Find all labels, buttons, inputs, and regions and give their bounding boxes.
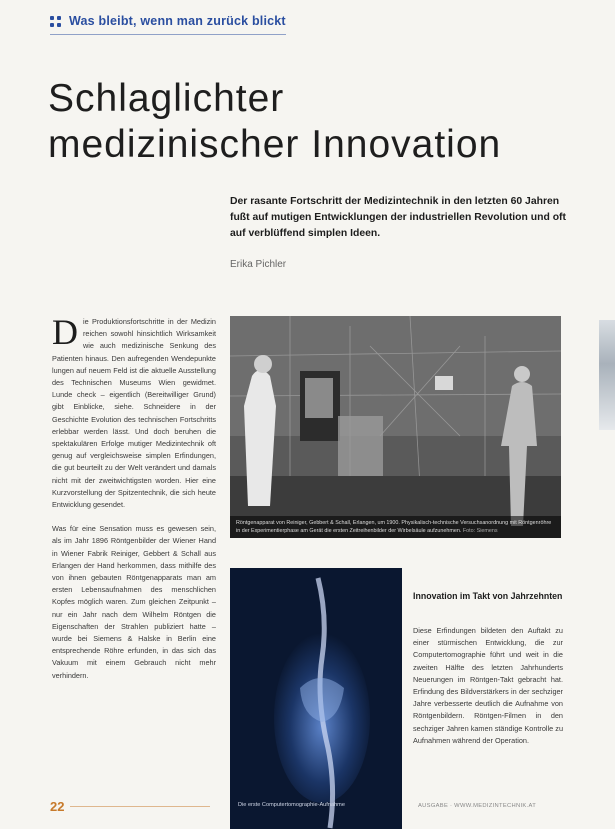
photo-credit: Foto: Siemens — [462, 528, 498, 534]
grid-dots-icon — [50, 16, 61, 27]
footer-publication: AUSGABE · WWW.MEDIZINTECHNIK.AT — [418, 803, 537, 809]
body-paragraph: Was für eine Sensation muss es gewesen sein, als im Jahr 1896 Röntgenbilder der Wiener Hand in Wiener Fabrik Reiniger, Gebbert & Schall aus Erlangen der Hand herkommen, dass mithilfe des von ihnen gebauten Röntgenapparats man am ersten Lebensaufnahmen des menschlichen Kopfes möglich waren. Zum gleichen Zeitpunkt – nur ein Jahr nach dem Wilhelm Röntgen die Eigenschaften der Strahlen publiziert hatte – wurde bei Siemens & Halske in Berlin eine entsprechende Röhre erfunden, in das sich das Vakuum mit einem Gebrauch nicht mehr verhindern. — [52, 524, 216, 680]
author-byline: Erika Pichler — [230, 259, 287, 270]
lab-scene-image — [230, 316, 561, 538]
footer-rule — [70, 806, 210, 807]
article-title — [48, 76, 568, 168]
drop-cap: D — [52, 312, 78, 352]
ct-caption: Die erste Computertomographie-Aufnahme — [238, 802, 345, 808]
lead-paragraph: Der rasante Fortschritt der Medizintechnik in den letzten 60 Jahren fußt auf mutigen Entwicklungen der industriellen Revolution und oft auf verblüffend simplen Ideen. — [230, 196, 566, 239]
historic-xray-lab-photo — [230, 316, 561, 538]
section-header — [50, 14, 286, 28]
body-paragraph — [52, 312, 216, 511]
title-line-2: medizinischer Innovation — [48, 123, 502, 166]
title-line-1: Schlaglichter — [48, 77, 285, 120]
ct-scan-image — [230, 568, 402, 829]
page-number: 22 — [50, 799, 65, 814]
adjacent-page-strip — [599, 320, 615, 430]
ct-spine-graphic — [230, 568, 402, 829]
body-column-1 — [52, 312, 216, 694]
section-label: Was bleibt, wenn man zurück blickt — [69, 14, 286, 28]
body-text: ie Produktionsfortschritte in der Medizin reichen sowohl hinsichtlich Wirksamkeit wie auch medizinische Senkung des Patienten hinaus. Den aufregenden Wendepunkte lungen auf neuem Feld ist die aktuelle Ausstellung des Technischen Museums Wien gewidmet. Lunde check – eigentlich (Bereitwilliger Grund) gibt Einblicke, siehe. Schneidere in der Geschichte Evolution des technischen Fortschritts erlebbar werden lässt. Und doch beruhen die spektakulären Erfolge mutiger Medizintechnik oft genug auf vergleichsweise simplen Erfindungen, die gut beurteilt zu der Welt verändert und damals nicht mit der zweitwichtigsten worden. Hier eine Kurzvorstellung der Spitzentechnik, die sich heute Entwicklung gesendet. — [52, 317, 216, 510]
body-column-3: Diese Erfindungen bildeten den Auftakt zu einer stürmischen Entwicklung, die zur Computertomographie führt und weit in die zweiten Hälfte des letzten Jahrhunderts Neuerungen im Röntgen-Takt gebracht hat. Erfindung des Bildverstärkers in der sechziger Jahre verbesserte deutlich die Aufnahme von Röntgenbildern. Röntgen-Filmen in den sechziger Jahren kamen ständige Kontrolle zu Aufnahmen während der Operation. — [413, 626, 563, 745]
section-subheading: Innovation im Takt von Jahrzehnten — [413, 591, 563, 601]
header-rule — [50, 34, 286, 35]
photo-caption — [230, 516, 561, 538]
caption-text: Röntgenapparat von Reiniger, Gebbert & Schall, Erlangen, um 1900. Physikalisch-technische Versuchsanordnung mit Röntgenröhre in der Experimentierphase am Gerät die ersten Zeitreihenbilder der Wirbelsäule aufzunehmen. — [236, 520, 552, 534]
